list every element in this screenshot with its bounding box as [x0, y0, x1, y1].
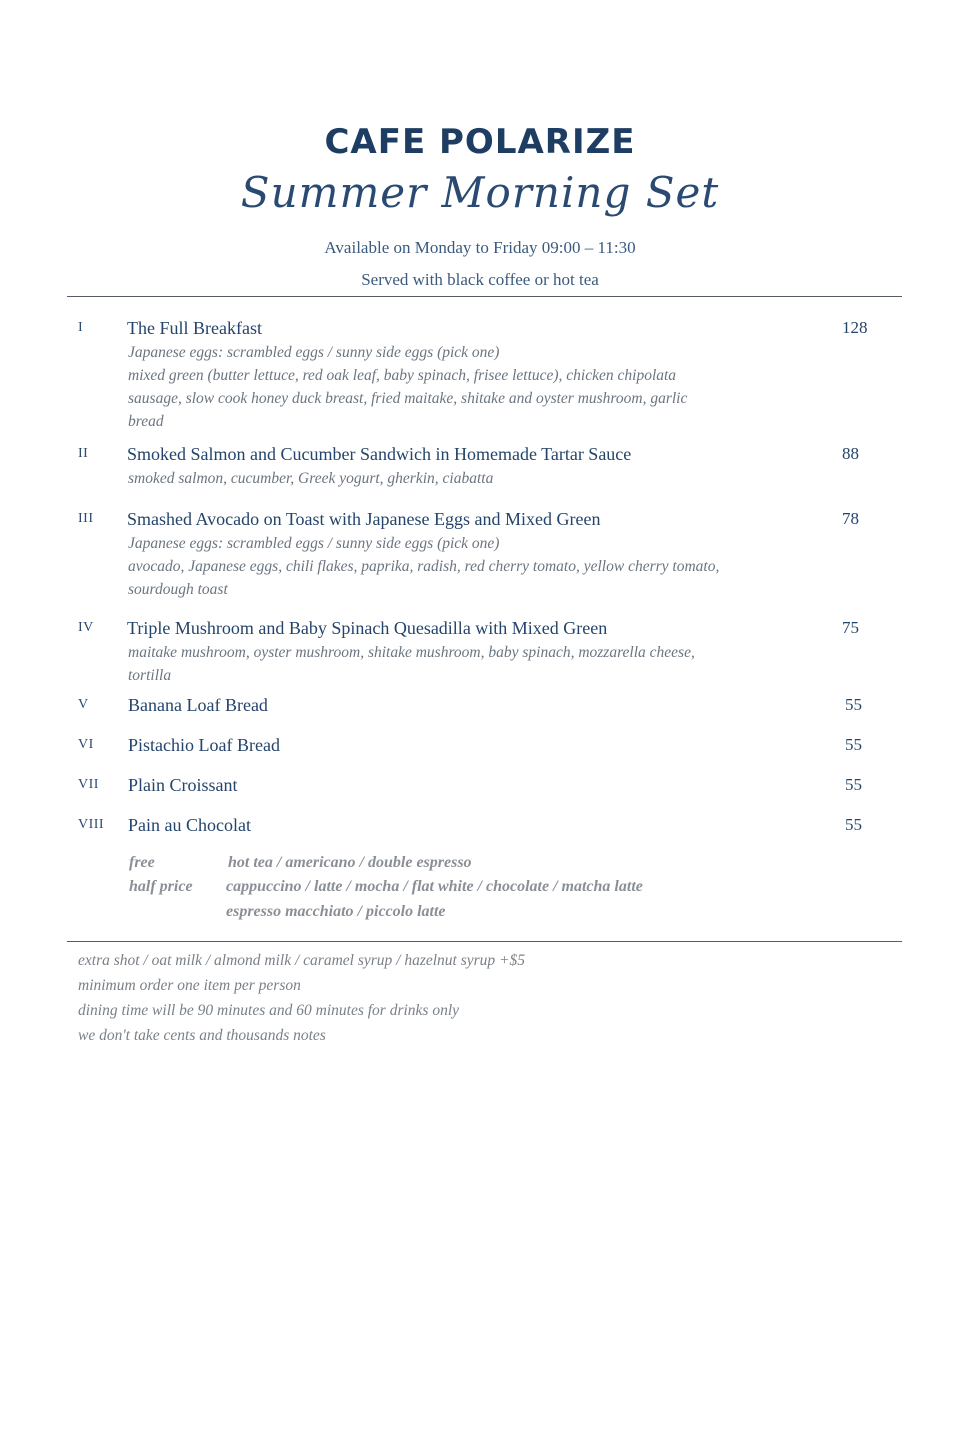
item-price: 55 — [845, 775, 862, 794]
item-title: Triple Mushroom and Baby Spinach Quesadilla with Mixed Green — [127, 618, 608, 638]
item-number: III — [78, 511, 94, 526]
item-title: The Full Breakfast — [127, 318, 262, 338]
description-line: bread — [128, 413, 164, 430]
half-price-drinks-text-2: espresso macchiato / piccolo latte — [226, 903, 446, 920]
half-price-drinks-row-2 — [0, 903, 960, 927]
item-price: 55 — [845, 735, 862, 754]
note-extras: extra shot / oat milk / almond milk / caramel syrup / hazelnut syrup +$5 — [78, 952, 526, 969]
item-title: Smoked Salmon and Cucumber Sandwich in Homemade Tartar Sauce — [127, 444, 632, 464]
item-number: V — [78, 697, 89, 712]
item-description — [128, 641, 798, 687]
description-line: sausage, slow cook honey duck breast, fried maitake, shitake and oyster mushroom, garlic — [128, 390, 688, 407]
description-line: mixed green (butter lettuce, red oak leaf, baby spinach, frisee lettuce), chicken chipolata — [128, 367, 677, 384]
top-divider — [67, 296, 902, 297]
item-description — [128, 467, 798, 490]
item-price: 55 — [845, 815, 862, 834]
item-number: VIII — [78, 817, 105, 832]
served-with-text: Served with black coffee or hot tea — [361, 270, 599, 289]
item-title: Pistachio Loaf Bread — [128, 735, 280, 755]
item-title: Banana Loaf Bread — [128, 695, 268, 715]
item-title: Plain Croissant — [128, 775, 238, 795]
item-title: Pain au Chocolat — [128, 815, 251, 835]
free-drinks-text: hot tea / americano / double espresso — [228, 854, 472, 871]
item-number: IV — [78, 620, 94, 635]
availability-text: Available on Monday to Friday 09:00 – 11:30 — [324, 238, 636, 257]
description-line: Japanese eggs: scrambled eggs / sunny side eggs (pick one) — [128, 535, 500, 552]
description-line: tortilla — [128, 667, 172, 684]
item-title: Smashed Avocado on Toast with Japanese Eggs and Mixed Green — [127, 509, 601, 529]
item-price: 75 — [842, 618, 859, 637]
free-label: free — [129, 854, 155, 871]
menu-subtitle: Summer Morning Set — [240, 168, 720, 217]
cafe-name: CAFE POLARIZE — [324, 122, 636, 162]
item-price: 55 — [845, 695, 862, 714]
item-description — [128, 341, 798, 433]
item-number: VII — [78, 777, 99, 792]
description-line: sourdough toast — [128, 581, 228, 598]
note-payment: we don't take cents and thousands notes — [78, 1027, 326, 1044]
half-price-drinks-text: cappuccino / latte / mocha / flat white / chocolate / matcha latte — [226, 878, 643, 895]
item-price: 128 — [842, 318, 868, 337]
description-line: smoked salmon, cucumber, Greek yogurt, gherkin, ciabatta — [128, 470, 494, 487]
description-line: avocado, Japanese eggs, chili flakes, paprika, radish, red cherry tomato, yellow cherry tomato, — [128, 558, 720, 575]
item-price: 78 — [842, 509, 859, 528]
footer-notes — [78, 948, 525, 1048]
item-price: 88 — [842, 444, 859, 463]
free-drinks-row — [0, 854, 960, 878]
item-number: VI — [78, 737, 94, 752]
note-minimum-order: minimum order one item per person — [78, 977, 301, 994]
half-price-drinks-row — [0, 878, 960, 902]
bottom-divider — [67, 941, 902, 942]
note-dining-time: dining time will be 90 minutes and 60 minutes for drinks only — [78, 1002, 460, 1019]
item-number: II — [78, 446, 89, 461]
description-line: Japanese eggs: scrambled eggs / sunny side eggs (pick one) — [128, 344, 500, 361]
half-price-label: half price — [129, 878, 193, 895]
item-number: I — [78, 320, 84, 335]
description-line: maitake mushroom, oyster mushroom, shitake mushroom, baby spinach, mozzarella cheese, — [128, 644, 695, 661]
item-description — [128, 532, 798, 601]
